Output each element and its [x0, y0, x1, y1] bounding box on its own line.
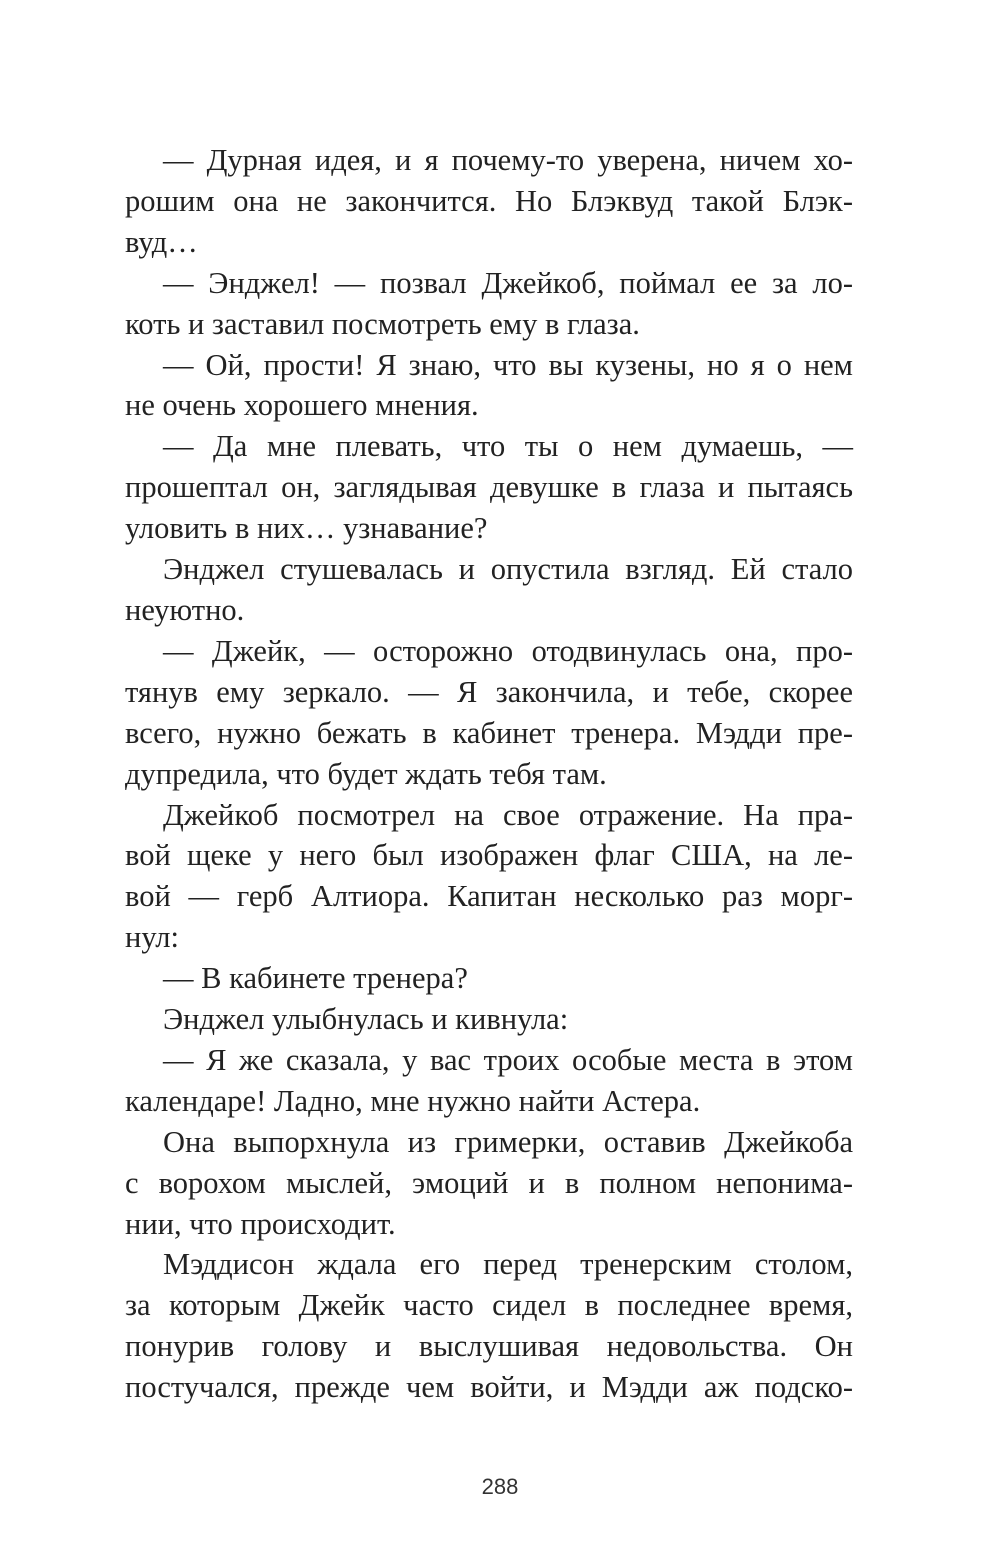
body-text — [125, 140, 853, 1408]
text-line: — Джейк, — осторожно отодвинулась она, про- — [163, 633, 853, 668]
text-line: постучался, прежде чем войти, и Мэдди аж подско- — [125, 1370, 853, 1405]
text-line: дупредила, что будет ждать тебя там. — [125, 756, 607, 791]
text-line: понурив голову и выслушивая недовольства. Он — [125, 1329, 853, 1364]
text-line: неуютно. — [125, 592, 245, 627]
text-line: Мэддисон ждала его перед тренерским столом, — [163, 1247, 853, 1282]
text-line: тянув ему зеркало. — Я закончила, и тебе, скорее — [125, 674, 853, 709]
text-line: календаре! Ладно, мне нужно найти Астера. — [125, 1083, 701, 1118]
text-line: Джейкоб посмотрел на свое отражение. На пра- — [163, 797, 853, 832]
text-line: нул: — [125, 920, 179, 955]
text-line: вой щеке у него был изображен флаг США, на ле- — [125, 838, 853, 873]
text-line: всего, нужно бежать в кабинет тренера. Мэдди пре- — [125, 715, 853, 750]
text-line: коть и заставил посмотреть ему в глаза. — [125, 306, 640, 341]
text-line: — Дурная идея, и я почему-то уверена, ничем хо- — [163, 143, 853, 177]
text-line: вой — герб Алтиора. Капитан несколько раз морг- — [125, 879, 853, 914]
page-number: 288 — [481, 1474, 519, 1499]
text-line: Она выпорхнула из гримерки, оставив Джейкоба — [163, 1124, 853, 1159]
text-line: — Ой, прости! Я знаю, что вы кузены, но я о нем — [163, 347, 853, 382]
text-line: рошим она не закончится. Но Блэквуд такой Блэк- — [125, 183, 853, 218]
text-line: с ворохом мыслей, эмоций и в полном непонима- — [125, 1165, 853, 1200]
text-line: нии, что происходит. — [125, 1206, 396, 1241]
text-line: за которым Джейк часто сидел в последнее время, — [125, 1288, 853, 1323]
text-line: Энджел стушевалась и опустила взгляд. Ей стало — [163, 552, 853, 587]
text-line: — В кабинете тренера? — [163, 961, 468, 996]
text-line: уловить в них… узнавание? — [125, 511, 488, 546]
text-line: Энджел улыбнулась и кивнула: — [163, 1002, 569, 1037]
text-line: — Энджел! — позвал Джейкоб, поймал ее за ло- — [163, 265, 853, 300]
text-line: не очень хорошего мнения. — [125, 388, 479, 423]
text-line: прошептал он, заглядывая девушке в глаза и пытаясь — [125, 470, 853, 505]
text-line: — Да мне плевать, что ты о нем думаешь, — — [163, 429, 853, 464]
text-line: вуд… — [125, 224, 198, 259]
text-line: — Я же сказала, у вас троих особые места в этом — [163, 1042, 853, 1077]
